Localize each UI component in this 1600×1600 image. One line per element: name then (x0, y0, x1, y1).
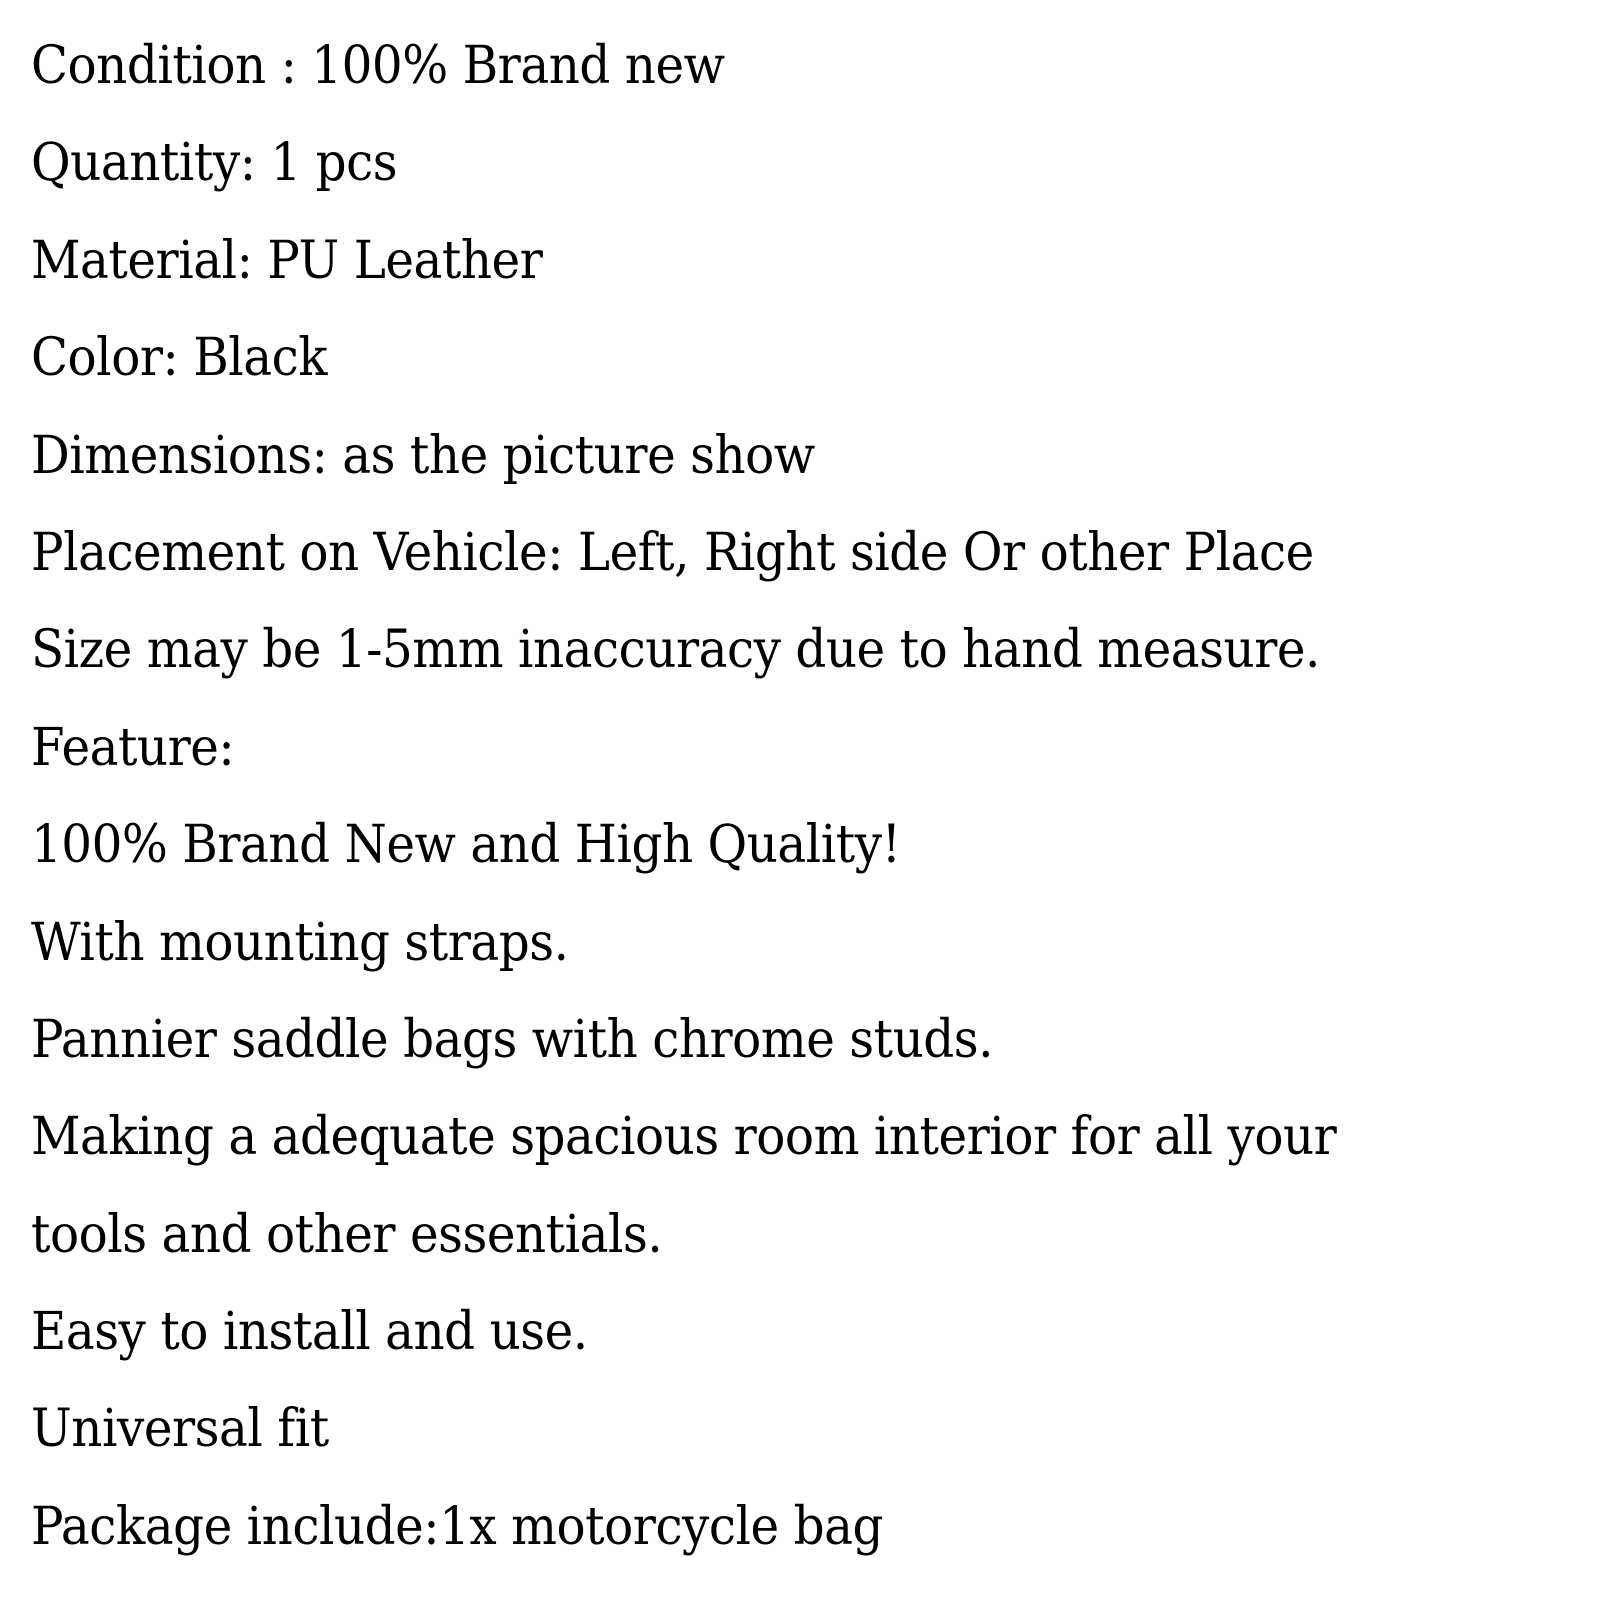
feature-item: Pannier saddle bags with chrome studs. (31, 1009, 994, 1070)
spec-material: Material: PU Leather (31, 230, 543, 291)
feature-heading: Feature: (31, 717, 235, 778)
spec-placement: Placement on Vehicle: Left, Right side Or other Place (31, 522, 1314, 583)
spec-condition: Condition : 100% Brand new (31, 36, 725, 96)
feature-item: Making a adequate spacious room interior for all your (31, 1107, 1337, 1168)
package-contents: Package include:1x motorcycle bag (31, 1496, 883, 1557)
feature-item: Universal fit (31, 1399, 329, 1460)
feature-item-continuation: tools and other essentials. (31, 1204, 663, 1265)
spec-size-note: Size may be 1-5mm inaccuracy due to hand measure. (31, 620, 1320, 681)
feature-item: Easy to install and use. (31, 1302, 588, 1363)
spec-color: Color: Black (31, 328, 328, 389)
product-spec-document (31, 18, 1591, 1576)
spec-quantity: Quantity: 1 pcs (31, 133, 398, 194)
feature-item: With mounting straps. (31, 912, 569, 973)
spec-dimensions: Dimensions: as the picture show (31, 425, 815, 486)
feature-item: 100% Brand New and High Quality! (31, 815, 901, 876)
